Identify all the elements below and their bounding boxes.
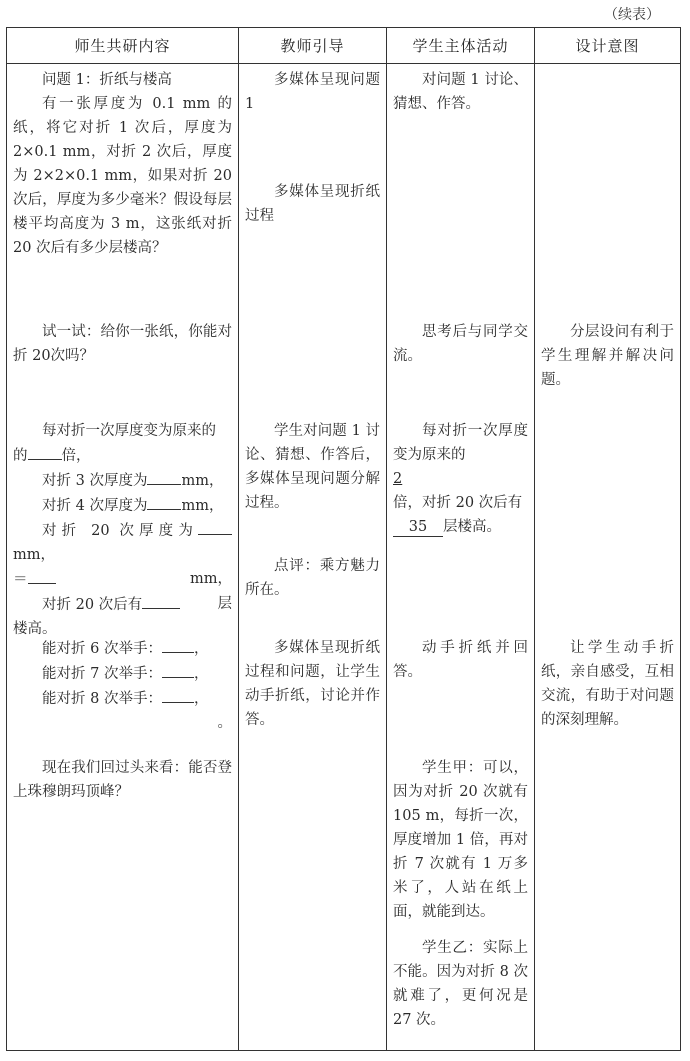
floors-unit: 层 xyxy=(217,596,232,612)
try-it: 试一试：给你一张纸，你能对折 20次吗？ xyxy=(13,324,232,364)
teacher-comment: 点评：乘方魅力所在。 xyxy=(245,558,380,598)
hands-6-sep: ， xyxy=(193,641,209,657)
answer-35: 35 xyxy=(393,518,443,537)
hands-8-label: 能对折 8 次举手： xyxy=(42,691,162,707)
hands-8-sep: ， xyxy=(193,691,209,707)
student-act-2: 思考后与同学交流。 xyxy=(393,324,528,364)
fold-intro: 每对折一次厚度变为原来的 xyxy=(42,423,216,439)
content-cell xyxy=(7,64,239,1051)
lesson-table xyxy=(6,27,681,1051)
fold20-label: 对折 20 次厚度为 xyxy=(42,523,198,539)
hands-7-sep: ， xyxy=(193,666,209,682)
blank xyxy=(147,468,181,485)
header-row xyxy=(7,28,681,64)
hands-7-label: 能对折 7 次举手： xyxy=(42,666,162,682)
student-answer-end: 层楼高。 xyxy=(443,519,501,535)
blank xyxy=(142,592,180,609)
fold20-unit: mm， xyxy=(13,547,55,563)
student-answer-mid: 倍，对折 20 次后有 xyxy=(393,495,523,511)
floors-end: 楼高。 xyxy=(13,621,57,637)
problem-body: 有一张厚度为 0.1 mm 的纸，将它对折 1 次后，厚度为 2×0.1 mm，对折 2 次后，厚度为 2×2×0.1 mm，如果对折 20 次后，厚度为多少毫米？假设每层楼平均高度为 3 m，这张纸对折 20 次后有多少层楼高？ xyxy=(13,96,232,256)
fold3-label: 对折 3 次厚度为 xyxy=(42,473,148,489)
blank xyxy=(162,636,194,653)
teacher-step-2: 多媒体呈现折纸过程 xyxy=(245,184,380,224)
student-a-answer: 学生甲：可以，因为对折 20 次就有 105 m，每折一次，厚度增加 1 倍，再对折 7 次就有 1 万多米了，人站在纸上面，就能到达。 xyxy=(393,760,528,920)
fold4-label: 对折 4 次厚度为 xyxy=(42,498,148,514)
teacher-step-3: 学生对问题 1 讨论、猜想、作答后，多媒体呈现问题分解过程。 xyxy=(245,423,380,511)
blank xyxy=(147,493,181,510)
blank xyxy=(198,518,232,535)
student-b-answer: 学生乙：实际上不能。因为对折 8 次就难了，更何况是 27 次。 xyxy=(393,940,528,1028)
header-content: 师生共研内容 xyxy=(7,28,239,64)
blank xyxy=(28,567,56,584)
equals-unit: mm， xyxy=(190,571,232,587)
fold-fill-in: 每对折一次厚度变为原来的 的 倍， 对折 3 次厚度为 mm， 对折 4 次厚度为 mm， 对折 20 次厚度为mm， ＝ mm， 对折 20 次后有 层 楼高。 xyxy=(13,423,232,637)
everest-question: 现在我们回过头来看：能否登上珠穆朗玛顶峰？ xyxy=(13,760,232,800)
problem-title: 问题 1：折纸与楼高 xyxy=(42,72,172,88)
header-design: 设计意图 xyxy=(535,28,681,64)
blank xyxy=(162,661,194,678)
fold-intro-end: 倍， xyxy=(61,448,91,464)
teacher-step-1: 多媒体呈现问题 1 xyxy=(245,72,380,112)
header-teacher: 教师引导 xyxy=(239,28,387,64)
student-act-1: 对问题 1 讨论、猜想、作答。 xyxy=(393,72,528,112)
fold4-unit: mm， xyxy=(181,498,224,514)
student-answer xyxy=(393,419,528,539)
blank xyxy=(28,443,62,460)
continued-label: （续表） xyxy=(604,7,660,23)
equals-sign: ＝ xyxy=(13,572,28,588)
student-answer-intro: 每对折一次厚度变为原来的 xyxy=(393,423,528,463)
hands-end: 。 xyxy=(217,715,232,731)
blank xyxy=(162,686,194,703)
hands-6-label: 能对折 6 次举手： xyxy=(42,641,162,657)
design-intent-1: 分层设问有利于学生理解并解决问题。 xyxy=(541,324,674,388)
floors-label: 对折 20 次后有 xyxy=(42,597,143,613)
design-cell xyxy=(535,64,681,1051)
fold3-unit: mm， xyxy=(181,473,224,489)
answer-two: 2 xyxy=(393,471,403,487)
teacher-step-5: 多媒体呈现折纸过程和问题，让学生动手折纸，讨论并作答。 xyxy=(245,640,380,728)
body-row xyxy=(7,64,681,1051)
student-cell xyxy=(387,64,535,1051)
header-student: 学生主体活动 xyxy=(387,28,535,64)
student-act-4: 动手折纸并回答。 xyxy=(393,640,528,680)
teacher-cell xyxy=(239,64,387,1051)
hands-up-survey xyxy=(13,636,232,735)
design-intent-2: 让学生动手折纸，亲自感受，互相交流，有助于对问题的深刻理解。 xyxy=(541,640,674,728)
